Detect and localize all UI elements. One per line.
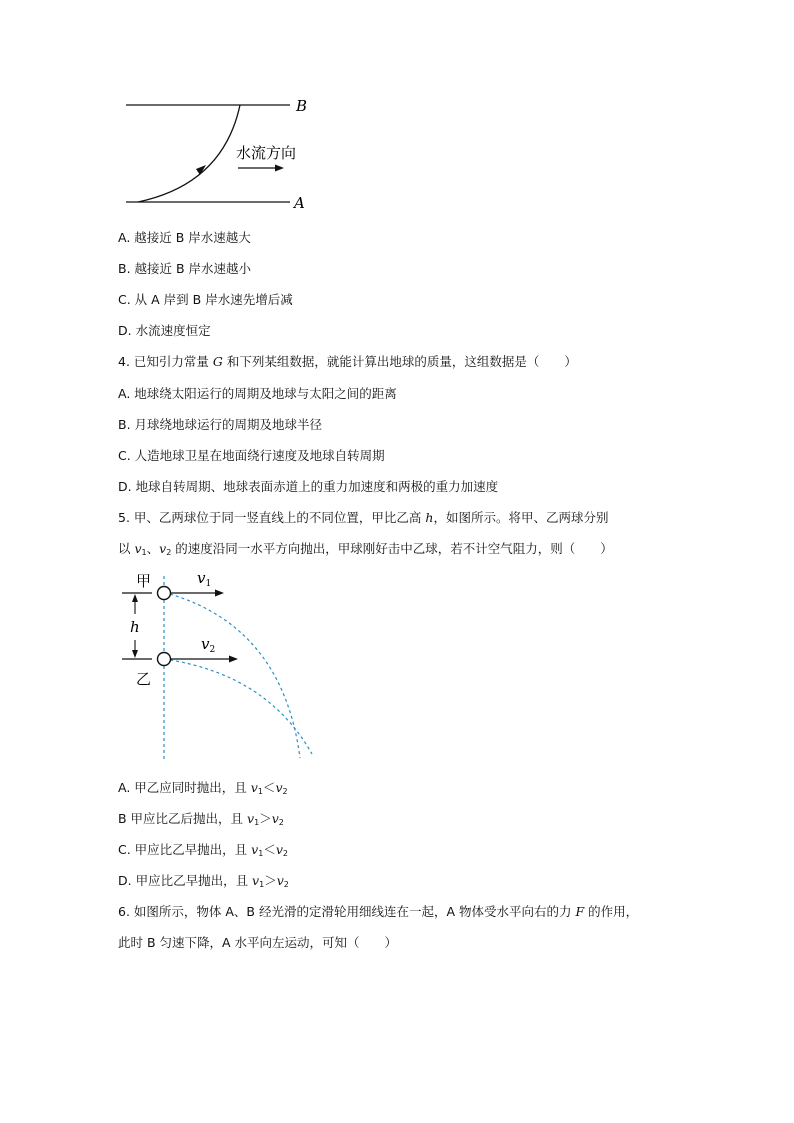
q5-option-c-text: C. 甲应比乙早抛出，且 (118, 842, 252, 857)
q5-option-c (118, 841, 288, 863)
label-v1 (197, 569, 211, 589)
q3-option-a: A. 越接近 B 岸水速越大 (118, 230, 251, 245)
q6-line1-b: 的作用， (584, 904, 639, 919)
q5-option-a-v1-sub: 1 (257, 787, 263, 796)
q5-option-c-v2-sub: 2 (282, 849, 288, 858)
q4-option-b: B. 月球绕地球运行的周期及地球半径 (118, 417, 323, 432)
q5-option-d-v1-sub: 1 (259, 880, 265, 889)
q5-option-b-v2-sub: 2 (278, 818, 284, 827)
q5-stem2-a: 以 (118, 541, 135, 556)
label-v2 (201, 635, 215, 655)
q3-option-c: C. 从 A 岸到 B 岸水速先增后减 (118, 292, 293, 307)
label-a: A (294, 194, 305, 212)
q6-line1-a: 6. 如图所示，物体 A、B 经光滑的定滑轮用细线连在一起，A 物体受水平向右的力 (118, 904, 576, 919)
q5-option-d-v2-sub: 2 (283, 880, 289, 889)
q4-option-c: C. 人造地球卫星在地面绕行速度及地球自转周期 (118, 448, 385, 463)
q5-option-c-v2: v (275, 842, 283, 857)
q4-stem-b: 和下列某组数据，就能计算出地球的质量，这组数据是（ ） (222, 354, 577, 369)
q5-v2: v (159, 541, 167, 556)
h-arrowhead-down (132, 650, 138, 658)
q6-stem-line2: 此时 B 匀速下降，A 水平向左运动，可知（ ） (118, 935, 398, 950)
q5-stem1-b: ，如图所示。将甲、乙两球分别 (433, 510, 609, 525)
label-v2-main: v (201, 635, 210, 653)
q3-option-d: D. 水流速度恒定 (118, 323, 211, 338)
q5-option-a-text: A. 甲乙应同时抛出，且 (118, 780, 251, 795)
river-crossing-figure (118, 92, 318, 217)
q5-stem-line2 (118, 540, 613, 562)
q5-option-a-v2: v (275, 780, 283, 795)
q5-v1-sub: 1 (141, 548, 147, 557)
q5-stem2-b: 的速度沿同一水平方向抛出，甲球刚好击中乙球，若不计空气阻力，则（ ） (171, 541, 613, 556)
q5-option-c-rel: ＜ (263, 842, 276, 857)
label-jia: 甲 (136, 572, 152, 590)
q5-v1: v (134, 541, 142, 556)
q5-option-b-text: B 甲应比乙后抛出，且 (118, 811, 248, 826)
q4-var-g: G (212, 354, 223, 369)
q5-option-b-v2: v (271, 811, 279, 826)
q5-option-b-v1: v (247, 811, 255, 826)
q5-option-a-v1: v (250, 780, 258, 795)
q5-option-d (118, 872, 289, 894)
boat-trajectory (138, 105, 240, 202)
projectile-figure (118, 566, 328, 766)
label-yi: 乙 (136, 670, 152, 688)
v2-arrowhead (229, 656, 238, 663)
flow-arrowhead (275, 165, 284, 172)
q5-v2-sub: 2 (166, 548, 172, 557)
q5-option-d-text: D. 甲应比乙早抛出，且 (118, 873, 253, 888)
q5-option-a-rel: ＜ (262, 780, 276, 795)
q4-option-d: D. 地球自转周期、地球表面赤道上的重力加速度和两极的重力加速度 (118, 479, 499, 494)
label-h: h (130, 618, 140, 636)
q4-stem (118, 353, 577, 371)
q5-option-b-v1-sub: 1 (254, 818, 260, 827)
q5-option-a (118, 779, 288, 801)
q5-option-a-v2-sub: 2 (282, 787, 288, 796)
ball-jia (158, 587, 171, 600)
q5-option-c-v1-sub: 1 (258, 849, 264, 858)
label-b: B (296, 97, 308, 115)
flow-direction-label: 水流方向 (236, 144, 297, 162)
q5-stem1-a: 5. 甲、乙两球位于同一竖直线上的不同位置，甲比乙高 (118, 510, 426, 525)
q5-option-b (118, 810, 284, 832)
q5-option-d-v2: v (276, 873, 284, 888)
q6-var-f: F (575, 904, 585, 919)
q5-sep: 、 (146, 541, 160, 556)
trajectory-jia (170, 594, 300, 758)
q5-option-d-v1: v (252, 873, 260, 888)
label-v2-sub: 2 (209, 645, 216, 655)
q5-option-b-rel: ＞ (259, 811, 272, 826)
h-arrowhead-up (132, 594, 138, 602)
q5-stem-line1 (118, 509, 608, 527)
q5-option-c-v1: v (251, 842, 259, 857)
ball-yi (158, 653, 171, 666)
q3-option-b: B. 越接近 B 岸水速越小 (118, 261, 252, 276)
q4-stem-a: 4. 已知引力常量 (118, 354, 213, 369)
label-v1-sub: 1 (205, 579, 212, 589)
label-v1-main: v (197, 569, 206, 587)
q5-var-h: h (425, 510, 434, 525)
v1-arrowhead (215, 590, 224, 597)
q5-option-d-rel: ＞ (264, 873, 277, 888)
q6-stem-line1 (118, 903, 638, 921)
trajectory-yi (170, 660, 312, 754)
q4-option-a: A. 地球绕太阳运行的周期及地球与太阳之间的距离 (118, 386, 397, 401)
